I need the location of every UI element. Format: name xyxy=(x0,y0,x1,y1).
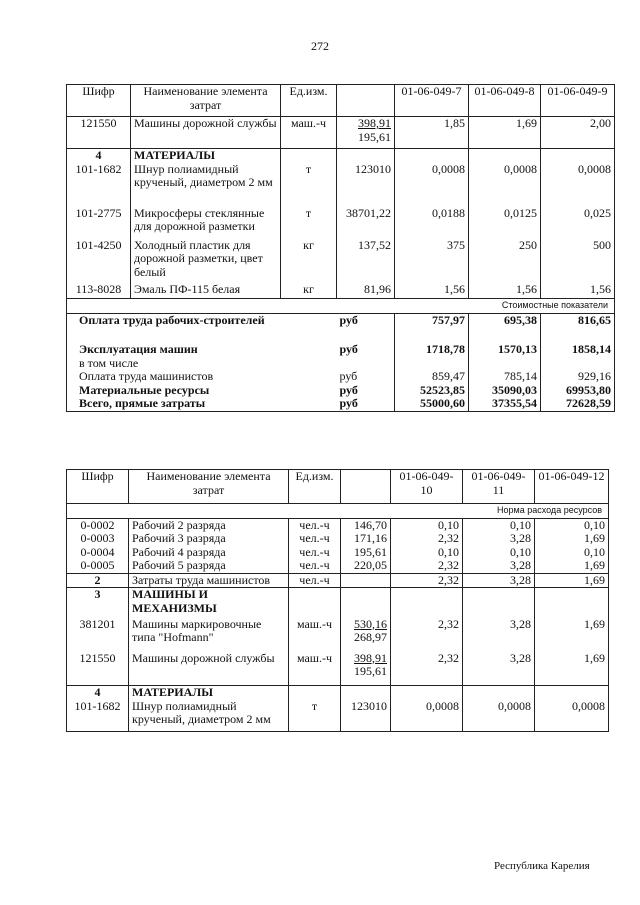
cell-unit: маш.-ч xyxy=(281,117,337,149)
cell-v3: 1,69 xyxy=(535,532,609,546)
table-row xyxy=(67,518,609,532)
price-top: 398,91 xyxy=(358,116,391,130)
summary-row xyxy=(67,370,615,384)
summary-unit: руб xyxy=(337,313,395,343)
cell-code: 101-4250 xyxy=(67,239,131,283)
price-bottom: 195,61 xyxy=(354,664,387,678)
header-col2: 01-06-049-11 xyxy=(463,470,535,504)
header-col3: 01-06-049-12 xyxy=(535,470,609,504)
cell-code: 101-1682 xyxy=(67,700,129,732)
cell-code: 113-8028 xyxy=(67,283,131,299)
cost-note-row xyxy=(67,299,615,314)
cell-v1: 375 xyxy=(395,239,469,283)
cell-v3: 1,69 xyxy=(535,559,609,573)
cell-v1: 1,56 xyxy=(395,283,469,299)
summary-unit: руб xyxy=(337,343,395,357)
cell-unit: чел.-ч xyxy=(289,559,341,573)
summary-v1: 859,47 xyxy=(395,370,469,384)
cell-v2: 0,0008 xyxy=(469,163,541,207)
table-row xyxy=(67,532,609,546)
cell-unit: т xyxy=(281,207,337,239)
cell-v3: 1,69 xyxy=(535,618,609,652)
section-title: МАШИНЫ И МЕХАНИЗМЫ xyxy=(129,588,289,618)
cell-v1: 2,32 xyxy=(391,573,463,588)
cell-v1: 0,0008 xyxy=(391,700,463,732)
summary-name: Эксплуатация машин xyxy=(67,343,337,357)
summary-name: Всего, прямые затраты xyxy=(67,397,337,411)
cell-v3: 2,00 xyxy=(541,117,615,149)
cell-v2: 3,28 xyxy=(463,618,535,652)
section-row xyxy=(67,573,609,588)
summary-unit: руб xyxy=(337,384,395,398)
cell-code: 381201 xyxy=(67,618,129,652)
summary-row xyxy=(67,357,615,371)
cell-price xyxy=(341,618,391,652)
summary-v2: 1570,13 xyxy=(469,343,541,357)
cell-unit: кг xyxy=(281,239,337,283)
cell-unit: чел.-ч xyxy=(289,532,341,546)
summary-v1: 757,97 xyxy=(395,313,469,343)
summary-name: в том числе xyxy=(67,357,337,371)
cell-price: 137,52 xyxy=(337,239,395,283)
price-top: 398,91 xyxy=(354,650,387,665)
cell-code: 0-0005 xyxy=(67,559,129,573)
cell-price: 195,61 xyxy=(341,546,391,560)
cell-price: 81,96 xyxy=(337,283,395,299)
cell-v3: 500 xyxy=(541,239,615,283)
summary-name: Материальные ресурсы xyxy=(67,384,337,398)
summary-v1: 52523,85 xyxy=(395,384,469,398)
cell-name: Шнур полиамидный крученый, диаметром 2 мм xyxy=(129,700,289,732)
cell-unit: маш.-ч xyxy=(289,618,341,652)
cell-unit: кг xyxy=(281,283,337,299)
cell-name: Рабочий 5 разряда xyxy=(129,559,289,573)
cell-code: 101-1682 xyxy=(67,163,131,207)
cell-name: Рабочий 2 разряда xyxy=(129,518,289,532)
cell-v2: 0,0008 xyxy=(463,700,535,732)
cell-v3: 0,025 xyxy=(541,207,615,239)
cell-v2: 1,56 xyxy=(469,283,541,299)
cell-v1: 2,32 xyxy=(391,532,463,546)
summary-v2: 35090,03 xyxy=(469,384,541,398)
cell-v1: 2,32 xyxy=(391,652,463,686)
table-row xyxy=(67,117,615,149)
summary-v3: 72628,59 xyxy=(541,397,615,411)
table-row xyxy=(67,163,615,207)
cell-v1: 1,85 xyxy=(395,117,469,149)
cell-v2: 3,28 xyxy=(463,532,535,546)
cell-v3: 0,10 xyxy=(535,518,609,532)
cell-name: Рабочий 3 разряда xyxy=(129,532,289,546)
cost-table-1 xyxy=(66,84,615,412)
cell-v1: 0,0188 xyxy=(395,207,469,239)
header-price xyxy=(341,470,391,504)
cell-price: 220,05 xyxy=(341,559,391,573)
cell-price xyxy=(341,652,391,686)
cell-v3: 0,10 xyxy=(535,546,609,560)
cell-price: 38701,22 xyxy=(337,207,395,239)
header-price xyxy=(337,85,395,117)
section-number: 4 xyxy=(67,149,131,163)
table-row xyxy=(67,239,615,283)
header-name: Наименование элемента затрат xyxy=(131,85,281,117)
cell-name: Шнур полиамидный крученый, диаметром 2 мм xyxy=(131,163,281,207)
cell-code: 2 xyxy=(67,573,129,588)
price-bottom: 268,97 xyxy=(354,630,387,644)
header-code: Шифр xyxy=(67,470,129,504)
table-row xyxy=(67,652,609,686)
cell-code: 0-0003 xyxy=(67,532,129,546)
cell-name: Холодный пластик для дорожной разметки, цвет белый xyxy=(131,239,281,283)
cell-v2: 3,28 xyxy=(463,652,535,686)
summary-row xyxy=(67,313,615,343)
cell-unit: т xyxy=(289,700,341,732)
summary-name: Оплата труда машинистов xyxy=(67,370,337,384)
cell-name: Машины дорожной службы xyxy=(131,117,281,149)
table-row xyxy=(67,700,609,732)
cell-v1: 2,32 xyxy=(391,559,463,573)
cell-v3: 1,69 xyxy=(535,652,609,686)
cell-v2: 0,10 xyxy=(463,546,535,560)
cell-v2: 0,0125 xyxy=(469,207,541,239)
header-col2: 01-06-049-8 xyxy=(469,85,541,117)
summary-v1: 55000,60 xyxy=(395,397,469,411)
summary-v2: 695,38 xyxy=(469,313,541,343)
table-row xyxy=(67,207,615,239)
section-row xyxy=(67,149,615,163)
cell-name: Машины маркировочные типа "Hofmann" xyxy=(129,618,289,652)
cell-price: 123010 xyxy=(341,700,391,732)
cell-unit: т xyxy=(281,163,337,207)
cell-name: Затраты труда машинистов xyxy=(129,573,289,588)
footer-region: Республика Карелия xyxy=(494,860,590,872)
cell-v3: 1,56 xyxy=(541,283,615,299)
cell-v2: 0,10 xyxy=(463,518,535,532)
section-row xyxy=(67,588,609,618)
cell-name: Микросферы стеклянные для дорожной разметки xyxy=(131,207,281,239)
cost-table-2 xyxy=(66,469,609,732)
cell-price xyxy=(337,117,395,149)
header-col1: 01-06-049-7 xyxy=(395,85,469,117)
summary-v1: 1718,78 xyxy=(395,343,469,357)
cell-v1: 0,10 xyxy=(391,546,463,560)
cell-code: 0-0004 xyxy=(67,546,129,560)
price-top: 530,16 xyxy=(354,616,387,631)
section-title: МАТЕРИАЛЫ xyxy=(129,686,289,700)
cell-v3: 0,0008 xyxy=(535,700,609,732)
cell-price: 123010 xyxy=(337,163,395,207)
section-row xyxy=(67,686,609,700)
summary-v3: 69953,80 xyxy=(541,384,615,398)
section-number: 3 xyxy=(67,588,129,618)
summary-unit xyxy=(337,357,395,371)
norm-note-row xyxy=(67,504,609,519)
cell-v2: 250 xyxy=(469,239,541,283)
section-title: МАТЕРИАЛЫ xyxy=(131,149,281,163)
cell-code: 121550 xyxy=(67,117,131,149)
cell-unit: чел.-ч xyxy=(289,573,341,588)
summary-row xyxy=(67,397,615,411)
table-row xyxy=(67,559,609,573)
cell-name: Рабочий 4 разряда xyxy=(129,546,289,560)
cell-v1: 0,0008 xyxy=(395,163,469,207)
table-row xyxy=(67,618,609,652)
header-unit: Ед.изм. xyxy=(281,85,337,117)
cell-unit: маш.-ч xyxy=(289,652,341,686)
cell-v1: 0,10 xyxy=(391,518,463,532)
cell-name: Эмаль ПФ-115 белая xyxy=(131,283,281,299)
table-row xyxy=(67,283,615,299)
summary-name: Оплата труда рабочих-строителей xyxy=(67,313,337,343)
summary-v3: 816,65 xyxy=(541,313,615,343)
cell-v2: 3,28 xyxy=(463,573,535,588)
section-number: 4 xyxy=(67,686,129,700)
summary-v2: 785,14 xyxy=(469,370,541,384)
cell-v3: 1,69 xyxy=(535,573,609,588)
table-header xyxy=(67,470,609,504)
price-bottom: 195,61 xyxy=(358,129,391,144)
cell-unit: чел.-ч xyxy=(289,546,341,560)
header-unit: Ед.изм. xyxy=(289,470,341,504)
norm-note: Норма расхода ресурсов xyxy=(391,504,609,519)
cell-v1: 2,32 xyxy=(391,618,463,652)
cell-unit: чел.-ч xyxy=(289,518,341,532)
cell-name: Машины дорожной службы xyxy=(129,652,289,686)
summary-v3: 929,16 xyxy=(541,370,615,384)
cell-code: 0-0002 xyxy=(67,518,129,532)
summary-unit: руб xyxy=(337,397,395,411)
summary-row xyxy=(67,343,615,357)
header-name: Наименование элемента затрат xyxy=(129,470,289,504)
summary-unit: руб xyxy=(337,370,395,384)
cell-code: 121550 xyxy=(67,652,129,686)
cell-code: 101-2775 xyxy=(67,207,131,239)
cell-v2: 3,28 xyxy=(463,559,535,573)
cell-price: 146,70 xyxy=(341,518,391,532)
table-row xyxy=(67,546,609,560)
cell-v2: 1,69 xyxy=(469,117,541,149)
cell-v3: 0,0008 xyxy=(541,163,615,207)
page-number: 272 xyxy=(311,39,329,53)
cost-note: Стоимостные показатели xyxy=(67,299,615,314)
summary-v3: 1858,14 xyxy=(541,343,615,357)
header-col1: 01-06-049-10 xyxy=(391,470,463,504)
header-col3: 01-06-049-9 xyxy=(541,85,615,117)
summary-row xyxy=(67,384,615,398)
summary-v2: 37355,54 xyxy=(469,397,541,411)
cell-price: 171,16 xyxy=(341,532,391,546)
header-code: Шифр xyxy=(67,85,131,117)
table-header xyxy=(67,85,615,117)
